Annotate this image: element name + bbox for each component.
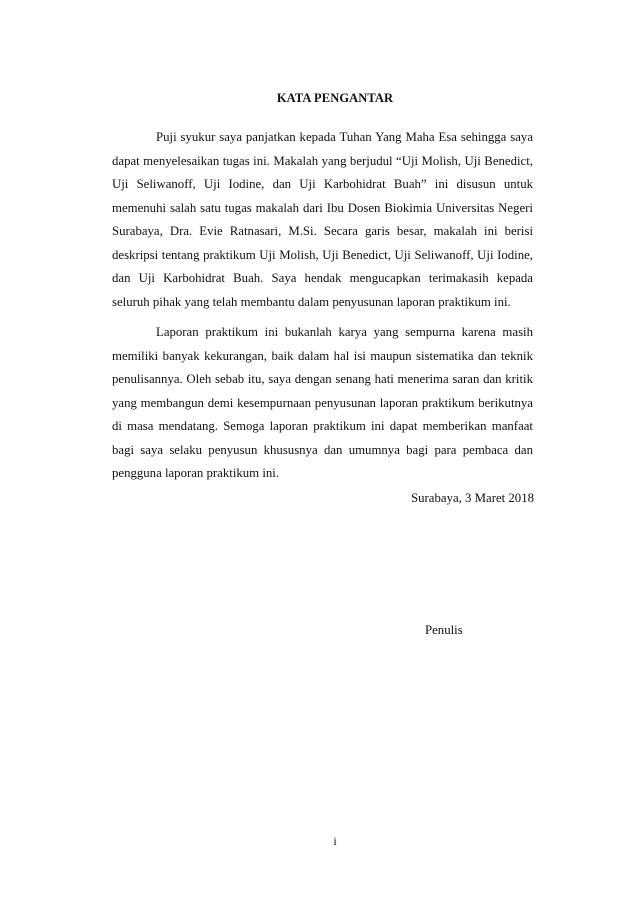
page-title: KATA PENGANTAR	[276, 91, 394, 105]
place-date: Surabaya, 3 Maret 2018	[411, 491, 534, 505]
paragraph-gratitude: Puji syukur saya panjatkan kepada Tuhan Yang Maha Esa sehingga saya dapat menyelesaikan tugas ini. Makalah yang berjudul “Uji Molish, Uji Benedict, Uji Seliwanoff, Uji Iodine, dan Uji Karbohidrat Buah” ini disusun untuk memenuhi salah satu tugas makalah dari Ibu Dosen Biokimia Universitas Negeri Surabaya, Dra. Evie Ratnasari, M.Si. Secara garis besar, makalah ini berisi deskripsi tentang praktikum Uji Molish, Uji Benedict, Uji Seliwanoff, Uji Iodine, dan Uji Karbohidrat Buah. Saya hendak mengucapkan terimakasih kepada seluruh pihak yang telah membantu dalam penyusunan laporan praktikum ini.	[112, 130, 533, 309]
author-signature: Penulis	[425, 623, 463, 637]
paragraph-limitations: Laporan praktikum ini bukanlah karya yang sempurna karena masih memiliki banyak kekurangan, baik dalam hal isi maupun sistematika dan teknik penulisannya. Oleh sebab itu, saya dengan senang hati menerima saran dan kritik yang membangun demi kesempurnaan penyusunan laporan praktikum berikutnya di masa mendatang. Semoga laporan praktikum ini dapat memberikan manfaat bagi saya selaku penyusun khususnya dan umumnya bagi para pembaca dan pengguna laporan praktikum ini.	[112, 325, 533, 480]
page-number: i	[333, 834, 337, 848]
